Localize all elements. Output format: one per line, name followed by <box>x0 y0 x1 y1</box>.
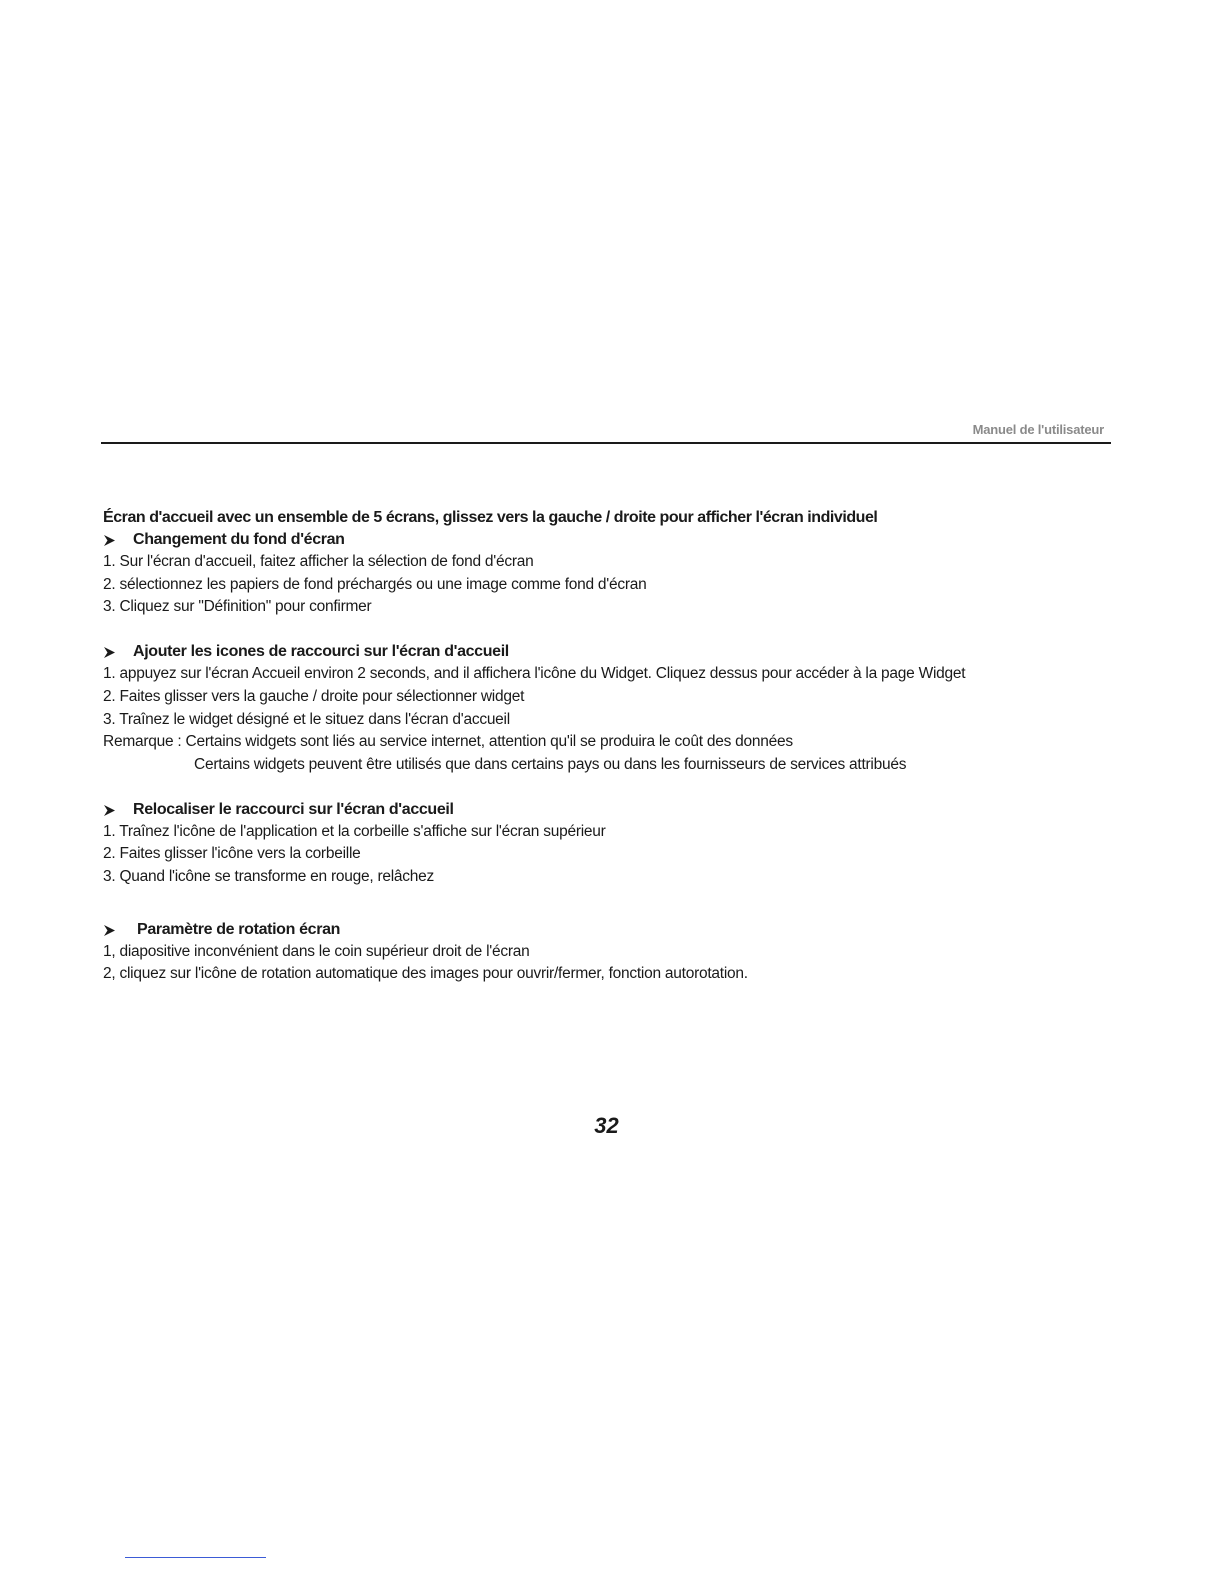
section-relocate-shortcut <box>103 799 1118 889</box>
arrow-right-icon <box>103 803 119 817</box>
list-item: 2. Faites glisser vers la gauche / droite pour sélectionner widget <box>103 687 525 705</box>
list-item: 3. Cliquez sur "Définition" pour confirmer <box>103 598 372 616</box>
note-line: Remarque : Certains widgets sont liés au service internet, attention qu'il se produira le coût des données <box>103 733 793 751</box>
page-header-title: Manuel de l'utilisateur <box>972 422 1104 437</box>
section-title-text: Changement du fond d'écran <box>133 531 345 548</box>
arrow-right-icon <box>103 533 119 547</box>
section-title <box>103 529 1118 551</box>
section-title-text: Ajouter les icones de raccourci sur l'écran d'accueil <box>133 643 509 661</box>
arrow-right-icon <box>103 923 119 937</box>
section-title-text: Relocaliser le raccourci sur l'écran d'accueil <box>133 800 454 818</box>
page-number: 32 <box>594 1113 619 1138</box>
list-item: 1. Traînez l'icône de l'application et la corbeille s'affiche sur l'écran supérieur <box>103 822 606 840</box>
section-wallpaper <box>103 529 1118 619</box>
section-title <box>103 919 1118 941</box>
list-item: 2. Faites glisser l'icône vers la corbeille <box>103 845 361 863</box>
section-title-text: Paramètre de rotation écran <box>137 920 341 938</box>
page-content <box>103 507 1118 986</box>
section-title <box>103 799 1118 821</box>
list-item: 1, diapositive inconvénient dans le coin supérieur droit de l'écran <box>103 942 530 960</box>
footnote-rule <box>125 1557 266 1558</box>
list-item: 2, cliquez sur l'icône de rotation automatique des images pour ouvrir/fermer, fonction autorotation. <box>103 965 748 983</box>
list-item: 2. sélectionnez les papiers de fond préchargés ou une image comme fond d'écran <box>103 575 647 593</box>
header-rule <box>101 442 1111 444</box>
section-add-shortcut <box>103 641 1118 777</box>
section-rotation <box>103 919 1118 986</box>
note-line: Certains widgets peuvent être utilisés que dans certains pays ou dans les fournisseurs de services attribués <box>194 755 907 773</box>
arrow-right-icon <box>103 645 119 659</box>
list-item: 1. Sur l'écran d'accueil, faitez afficher la sélection de fond d'écran <box>103 553 534 570</box>
list-item: 3. Quand l'icône se transforme en rouge, relâchez <box>103 868 435 886</box>
intro-heading: Écran d'accueil avec un ensemble de 5 écrans, glissez vers la gauche / droite pour afficher l'écran individuel <box>103 509 878 526</box>
section-title <box>103 641 1118 663</box>
list-item: 3. Traînez le widget désigné et le situez dans l'écran d'accueil <box>103 710 510 728</box>
list-item: 1. appuyez sur l'écran Accueil environ 2 seconds, and il affichera l'icône du Widget. Cliquez dessus pour accéder à la page Widget <box>103 665 966 683</box>
